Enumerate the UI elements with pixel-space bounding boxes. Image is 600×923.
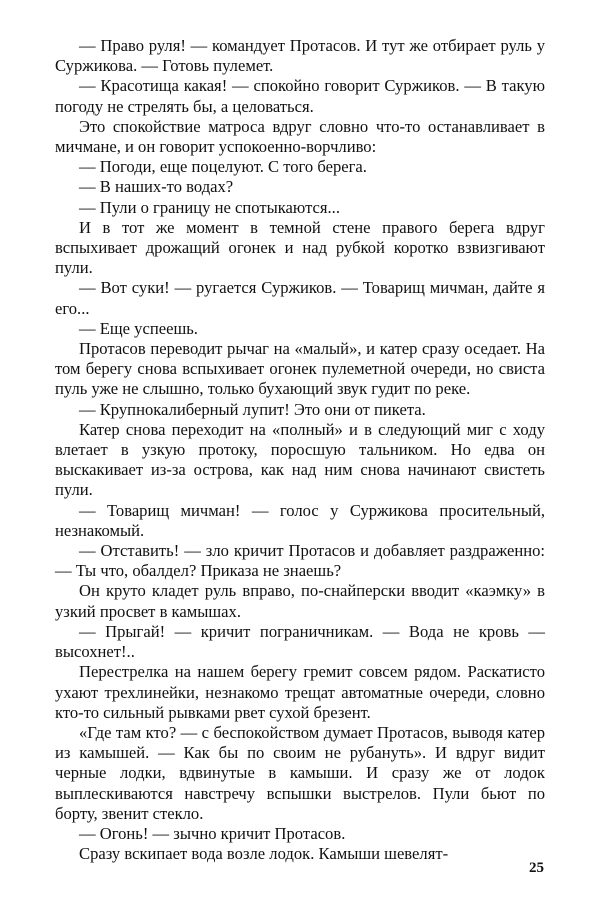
paragraph: Катер снова переходит на «полный» и в следующий миг с ходу влетает в узкую протоку, поросшую тальником. Но едва он выскакивает из-за острова, как над ним снова начинают свистеть пули.: [55, 419, 545, 500]
paragraph: — Товарищ мичман! — голос у Суржикова просительный, незнакомый.: [55, 500, 545, 540]
paragraph: — Крупнокалиберный лупит! Это они от пикета.: [79, 399, 426, 419]
paragraph: Сразу вскипает вода возле лодок. Камыши шевелят-: [79, 844, 449, 864]
page-text: [55, 36, 545, 864]
paragraph: — Еще успеешь.: [79, 318, 198, 338]
paragraph: — Огонь! — зычно кричит Протасов.: [79, 823, 346, 843]
paragraph: Он круто кладет руль вправо, по-снайперски вводит «каэмку» в узкий просвет в камышах.: [55, 581, 545, 621]
paragraph: — Пули о границу не спотыкаются...: [79, 197, 340, 217]
page-number: 25: [529, 860, 544, 876]
paragraph: И в тот же момент в темной стене правого берега вдруг вспыхивает дрожащий огонек и над рубкой коротко взвизгивают пули.: [55, 217, 545, 278]
paragraph: — Погоди, еще поцелуют. С того берега.: [79, 157, 367, 177]
paragraph: «Где там кто? — с беспокойством думает Протасов, выводя катер из камышей. — Как бы по своим не рубануть». И вдруг видит черные лодки, вдвинутые в камыши. И сразу же от лодок выплескиваются навстречу вспышки выстрелов. Пули бьют по борту, звенит стекло.: [55, 722, 545, 823]
paragraph: — Отставить! — зло кричит Протасов и добавляет раздраженно: — Ты что, обалдел? Приказа не знаешь?: [55, 541, 545, 581]
paragraph: — Прыгай! — кричит пограничникам. — Вода не кровь — высохнет!..: [55, 621, 545, 662]
paragraph: — В наших-то водах?: [79, 177, 234, 197]
paragraph: Перестрелка на нашем берегу гремит совсем рядом. Раскатисто ухают трехлинейки, незнакомо трещат автоматные очереди, словно кто-то сильный рывками рвет сухой брезент.: [55, 662, 545, 722]
paragraph: Это спокойствие матроса вдруг словно что-то останавливает в мичмане, и он говорит успокоенно-ворчливо:: [55, 116, 545, 157]
paragraph: — Право руля! — командует Протасов. И тут же отбирает руль у Суржикова. — Готовь пулемет.: [55, 36, 545, 76]
paragraph: — Красотища какая! — спокойно говорит Суржиков. — В такую погоду не стрелять бы, а целоваться.: [55, 76, 545, 116]
paragraph: Протасов переводит рычаг на «малый», и катер сразу оседает. На том берегу снова вспыхивает огонек пулеметной очереди, но свиста пуль уже не слышно, только бухающий звук гудит по реке.: [55, 339, 545, 399]
paragraph: — Вот суки! — ругается Суржиков. — Товарищ мичман, дайте я его...: [55, 278, 545, 318]
